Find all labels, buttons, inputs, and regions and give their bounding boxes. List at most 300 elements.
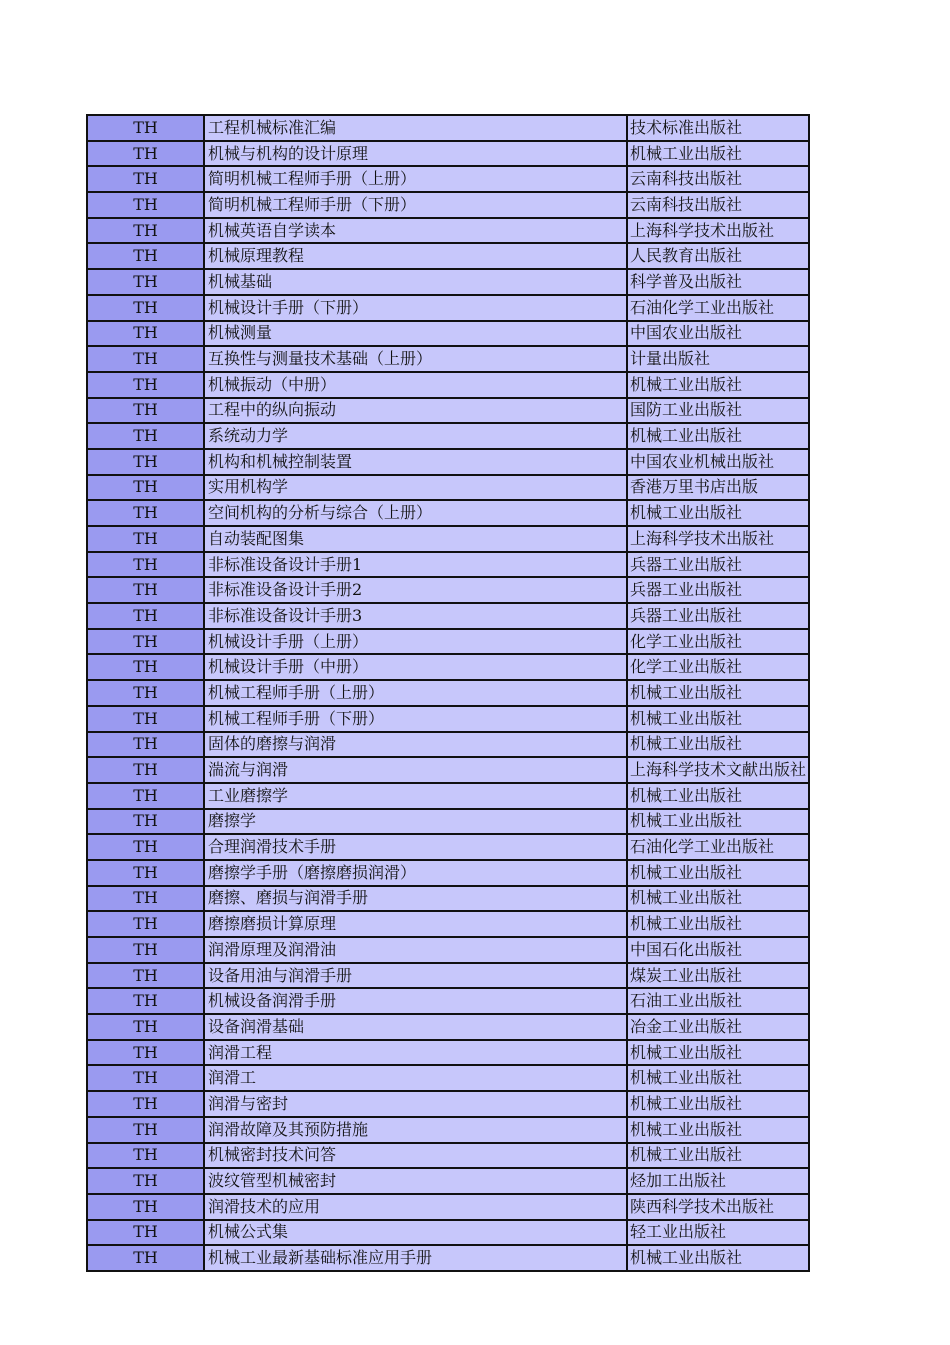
title-cell-text: 机械密封技术问答 — [208, 1145, 337, 1165]
code-cell-text: TH — [133, 1093, 158, 1113]
code-cell-text: TH — [133, 734, 158, 754]
title-cell-text: 空间机构的分析与综合（上册） — [208, 503, 433, 523]
code-cell[interactable] — [87, 809, 204, 835]
title-cell-text: 机械设计手册（上册） — [208, 631, 369, 651]
title-cell-text: 机械振动（中册） — [208, 374, 337, 394]
code-cell[interactable] — [87, 1245, 204, 1271]
title-cell-text: 设备润滑基础 — [208, 1016, 305, 1036]
title-cell-text: 简明机械工程师手册（下册） — [208, 194, 417, 214]
code-cell-text: TH — [133, 939, 158, 959]
code-cell-text: TH — [133, 657, 158, 677]
code-cell-text: TH — [133, 1068, 158, 1088]
publisher-cell-text: 上海科学技术文献出版社 — [630, 760, 807, 780]
code-cell-text: TH — [133, 1171, 158, 1191]
table-row — [87, 398, 809, 424]
code-cell-text: TH — [133, 117, 158, 137]
title-cell-text: 工业磨擦学 — [208, 785, 289, 805]
code-cell-text: TH — [133, 785, 158, 805]
publisher-cell-text: 香港万里书店出版 — [630, 477, 759, 497]
code-cell-text: TH — [133, 708, 158, 728]
table-row — [87, 757, 809, 783]
table-row — [87, 269, 809, 295]
table-row — [87, 243, 809, 269]
code-cell-text: TH — [133, 580, 158, 600]
title-cell-text: 湍流与润滑 — [208, 760, 289, 780]
table-row — [87, 295, 809, 321]
publisher-cell-text: 云南科技出版社 — [630, 169, 743, 189]
code-cell[interactable] — [87, 988, 204, 1014]
publisher-cell[interactable] — [627, 680, 809, 706]
title-cell[interactable] — [204, 988, 627, 1014]
title-cell-text: 工程中的纵向振动 — [208, 400, 337, 420]
title-cell[interactable] — [204, 449, 627, 475]
title-cell-text: 机构和机械控制装置 — [208, 451, 353, 471]
publisher-cell-text: 科学普及出版社 — [630, 271, 743, 291]
title-cell-text: 工程机械标准汇编 — [208, 117, 337, 137]
table-row — [87, 963, 809, 989]
code-cell-text: TH — [133, 1248, 158, 1268]
code-cell[interactable] — [87, 475, 204, 501]
code-cell-text: TH — [133, 1119, 158, 1139]
code-cell[interactable] — [87, 1014, 204, 1040]
code-cell[interactable] — [87, 834, 204, 860]
code-cell-text: TH — [133, 991, 158, 1011]
code-cell-text: TH — [133, 1016, 158, 1036]
publisher-cell[interactable] — [627, 988, 809, 1014]
code-cell-text: TH — [133, 811, 158, 831]
code-cell-text: TH — [133, 605, 158, 625]
code-cell[interactable] — [87, 783, 204, 809]
code-cell-text: TH — [133, 554, 158, 574]
title-cell-text: 机械公式集 — [208, 1222, 289, 1242]
title-cell-text: 机械设计手册（中册） — [208, 657, 369, 677]
table-row — [87, 860, 809, 886]
book-table-body — [87, 115, 809, 1271]
publisher-cell[interactable] — [627, 398, 809, 424]
code-cell[interactable] — [87, 886, 204, 912]
table-row — [87, 937, 809, 963]
publisher-cell[interactable] — [627, 1117, 809, 1143]
table-row — [87, 1065, 809, 1091]
publisher-cell[interactable] — [627, 423, 809, 449]
title-cell[interactable] — [204, 295, 627, 321]
publisher-cell[interactable] — [627, 372, 809, 398]
title-cell[interactable] — [204, 757, 627, 783]
title-cell[interactable] — [204, 115, 627, 141]
book-table — [86, 114, 810, 1272]
title-cell[interactable] — [204, 1245, 627, 1271]
code-cell[interactable] — [87, 732, 204, 758]
title-cell[interactable] — [204, 218, 627, 244]
table-row — [87, 603, 809, 629]
publisher-cell[interactable] — [627, 475, 809, 501]
publisher-cell-text: 机械工业出版社 — [630, 1093, 743, 1113]
publisher-cell-text: 中国农业出版社 — [630, 323, 743, 343]
publisher-cell-text: 机械工业出版社 — [630, 914, 743, 934]
title-cell-text: 机械工业最新基础标准应用手册 — [208, 1248, 433, 1268]
title-cell[interactable] — [204, 911, 627, 937]
code-cell-text: TH — [133, 760, 158, 780]
publisher-cell[interactable] — [627, 1245, 809, 1271]
title-cell-text: 合理润滑技术手册 — [208, 837, 337, 857]
code-cell[interactable] — [87, 115, 204, 141]
code-cell-text: TH — [133, 220, 158, 240]
title-cell[interactable] — [204, 1091, 627, 1117]
table-row — [87, 526, 809, 552]
table-row — [87, 577, 809, 603]
title-cell-text: 磨擦磨损计算原理 — [208, 914, 337, 934]
table-row — [87, 809, 809, 835]
publisher-cell-text: 冶金工业出版社 — [630, 1016, 743, 1036]
publisher-cell-text: 兵器工业出版社 — [630, 605, 743, 625]
table-row — [87, 1245, 809, 1271]
table-row — [87, 1194, 809, 1220]
code-cell-text: TH — [133, 914, 158, 934]
code-cell[interactable] — [87, 346, 204, 372]
code-cell-text: TH — [133, 631, 158, 651]
title-cell-text: 机械英语自学读本 — [208, 220, 337, 240]
code-cell[interactable] — [87, 603, 204, 629]
title-cell-text: 润滑故障及其预防措施 — [208, 1119, 369, 1139]
table-row — [87, 1143, 809, 1169]
code-cell[interactable] — [87, 141, 204, 167]
title-cell-text: 润滑工 — [208, 1068, 257, 1088]
code-cell[interactable] — [87, 963, 204, 989]
publisher-cell-text: 人民教育出版社 — [630, 246, 743, 266]
publisher-cell-text: 石油工业出版社 — [630, 991, 743, 1011]
publisher-cell-text: 机械工业出版社 — [630, 682, 743, 702]
publisher-cell[interactable] — [627, 218, 809, 244]
title-cell-text: 非标准设备设计手册1 — [208, 554, 363, 574]
publisher-cell[interactable] — [627, 449, 809, 475]
title-cell[interactable] — [204, 475, 627, 501]
code-cell[interactable] — [87, 1091, 204, 1117]
title-cell[interactable] — [204, 1040, 627, 1066]
title-cell[interactable] — [204, 243, 627, 269]
title-cell-text: 润滑技术的应用 — [208, 1196, 321, 1216]
title-cell[interactable] — [204, 1117, 627, 1143]
title-cell[interactable] — [204, 783, 627, 809]
publisher-cell-text: 陕西科学技术出版社 — [630, 1196, 775, 1216]
title-cell[interactable] — [204, 1168, 627, 1194]
publisher-cell[interactable] — [627, 141, 809, 167]
publisher-cell[interactable] — [627, 963, 809, 989]
title-cell-text: 磨擦学手册（磨擦磨损润滑） — [208, 862, 417, 882]
title-cell[interactable] — [204, 860, 627, 886]
publisher-cell[interactable] — [627, 706, 809, 732]
table-row — [87, 346, 809, 372]
code-cell-text: TH — [133, 503, 158, 523]
title-cell[interactable] — [204, 166, 627, 192]
title-cell[interactable] — [204, 526, 627, 552]
title-cell[interactable] — [204, 269, 627, 295]
code-cell[interactable] — [87, 500, 204, 526]
code-cell[interactable] — [87, 526, 204, 552]
code-cell[interactable] — [87, 706, 204, 732]
publisher-cell-text: 上海科学技术出版社 — [630, 528, 775, 548]
publisher-cell-text: 机械工业出版社 — [630, 888, 743, 908]
publisher-cell-text: 化学工业出版社 — [630, 631, 743, 651]
title-cell[interactable] — [204, 886, 627, 912]
code-cell-text: TH — [133, 297, 158, 317]
table-row — [87, 629, 809, 655]
title-cell[interactable] — [204, 1194, 627, 1220]
publisher-cell[interactable] — [627, 1040, 809, 1066]
table-row — [87, 552, 809, 578]
title-cell-text: 润滑原理及润滑油 — [208, 939, 337, 959]
publisher-cell[interactable] — [627, 295, 809, 321]
code-cell-text: TH — [133, 400, 158, 420]
title-cell[interactable] — [204, 834, 627, 860]
publisher-cell[interactable] — [627, 243, 809, 269]
code-cell-text: TH — [133, 349, 158, 369]
title-cell[interactable] — [204, 321, 627, 347]
publisher-cell[interactable] — [627, 757, 809, 783]
title-cell-text: 实用机构学 — [208, 477, 289, 497]
publisher-cell[interactable] — [627, 577, 809, 603]
title-cell[interactable] — [204, 1143, 627, 1169]
publisher-cell[interactable] — [627, 732, 809, 758]
code-cell-text: TH — [133, 323, 158, 343]
code-cell[interactable] — [87, 860, 204, 886]
table-row — [87, 321, 809, 347]
code-cell[interactable] — [87, 937, 204, 963]
title-cell[interactable] — [204, 732, 627, 758]
code-cell-text: TH — [133, 374, 158, 394]
code-cell-text: TH — [133, 1042, 158, 1062]
title-cell-text: 简明机械工程师手册（上册） — [208, 169, 417, 189]
title-cell[interactable] — [204, 577, 627, 603]
table-row — [87, 1014, 809, 1040]
publisher-cell[interactable] — [627, 783, 809, 809]
publisher-cell-text: 机械工业出版社 — [630, 1068, 743, 1088]
table-row — [87, 115, 809, 141]
title-cell-text: 磨擦、磨损与润滑手册 — [208, 888, 369, 908]
code-cell[interactable] — [87, 1065, 204, 1091]
publisher-cell-text: 机械工业出版社 — [630, 1248, 743, 1268]
publisher-cell[interactable] — [627, 911, 809, 937]
title-cell[interactable] — [204, 809, 627, 835]
table-row — [87, 500, 809, 526]
publisher-cell-text: 机械工业出版社 — [630, 503, 743, 523]
title-cell[interactable] — [204, 654, 627, 680]
publisher-cell-text: 烃加工出版社 — [630, 1171, 727, 1191]
code-cell[interactable] — [87, 269, 204, 295]
code-cell[interactable] — [87, 629, 204, 655]
publisher-cell[interactable] — [627, 1065, 809, 1091]
publisher-cell[interactable] — [627, 526, 809, 552]
table-row — [87, 1168, 809, 1194]
publisher-cell[interactable] — [627, 192, 809, 218]
code-cell[interactable] — [87, 552, 204, 578]
code-cell[interactable] — [87, 449, 204, 475]
table-row — [87, 911, 809, 937]
table-row — [87, 141, 809, 167]
publisher-cell-text: 石油化学工业出版社 — [630, 297, 775, 317]
code-cell[interactable] — [87, 398, 204, 424]
publisher-cell-text: 云南科技出版社 — [630, 194, 743, 214]
publisher-cell-text: 机械工业出版社 — [630, 1119, 743, 1139]
code-cell[interactable] — [87, 1220, 204, 1246]
publisher-cell[interactable] — [627, 1014, 809, 1040]
code-cell[interactable] — [87, 1143, 204, 1169]
publisher-cell[interactable] — [627, 629, 809, 655]
publisher-cell-text: 机械工业出版社 — [630, 374, 743, 394]
code-cell-text: TH — [133, 862, 158, 882]
title-cell-text: 机械基础 — [208, 271, 273, 291]
code-cell[interactable] — [87, 1117, 204, 1143]
publisher-cell[interactable] — [627, 500, 809, 526]
code-cell-text: TH — [133, 1196, 158, 1216]
title-cell[interactable] — [204, 603, 627, 629]
code-cell[interactable] — [87, 166, 204, 192]
code-cell[interactable] — [87, 295, 204, 321]
title-cell-text: 机械与机构的设计原理 — [208, 143, 369, 163]
table-row — [87, 654, 809, 680]
code-cell[interactable] — [87, 423, 204, 449]
title-cell[interactable] — [204, 629, 627, 655]
publisher-cell[interactable] — [627, 654, 809, 680]
title-cell[interactable] — [204, 192, 627, 218]
title-cell-text: 机械设计手册（下册） — [208, 297, 369, 317]
code-cell-text: TH — [133, 169, 158, 189]
table-row — [87, 192, 809, 218]
table-row — [87, 988, 809, 1014]
publisher-cell[interactable] — [627, 1143, 809, 1169]
title-cell-text: 机械测量 — [208, 323, 273, 343]
code-cell-text: TH — [133, 965, 158, 985]
code-cell[interactable] — [87, 1168, 204, 1194]
publisher-cell-text: 技术标准出版社 — [630, 117, 743, 137]
title-cell[interactable] — [204, 706, 627, 732]
publisher-cell[interactable] — [627, 1194, 809, 1220]
publisher-cell[interactable] — [627, 860, 809, 886]
title-cell-text: 润滑与密封 — [208, 1093, 289, 1113]
code-cell-text: TH — [133, 477, 158, 497]
table-row — [87, 886, 809, 912]
code-cell-text: TH — [133, 1222, 158, 1242]
table-row — [87, 1220, 809, 1246]
code-cell[interactable] — [87, 192, 204, 218]
publisher-cell[interactable] — [627, 346, 809, 372]
publisher-cell[interactable] — [627, 115, 809, 141]
publisher-cell[interactable] — [627, 834, 809, 860]
title-cell-text: 波纹管型机械密封 — [208, 1171, 337, 1191]
publisher-cell-text: 兵器工业出版社 — [630, 554, 743, 574]
publisher-cell[interactable] — [627, 937, 809, 963]
table-row — [87, 1117, 809, 1143]
publisher-cell[interactable] — [627, 552, 809, 578]
title-cell[interactable] — [204, 1065, 627, 1091]
table-row — [87, 372, 809, 398]
title-cell[interactable] — [204, 372, 627, 398]
code-cell-text: TH — [133, 1145, 158, 1165]
publisher-cell-text: 机械工业出版社 — [630, 426, 743, 446]
table-row — [87, 423, 809, 449]
code-cell-text: TH — [133, 426, 158, 446]
code-cell-text: TH — [133, 528, 158, 548]
code-cell-text: TH — [133, 271, 158, 291]
title-cell-text: 非标准设备设计手册2 — [208, 580, 363, 600]
table-row — [87, 449, 809, 475]
publisher-cell[interactable] — [627, 603, 809, 629]
title-cell[interactable] — [204, 680, 627, 706]
table-row — [87, 1040, 809, 1066]
title-cell-text: 机械工程师手册（上册） — [208, 682, 385, 702]
title-cell-text: 机械原理教程 — [208, 246, 305, 266]
code-cell[interactable] — [87, 577, 204, 603]
publisher-cell-text: 化学工业出版社 — [630, 657, 743, 677]
publisher-cell[interactable] — [627, 1220, 809, 1246]
publisher-cell-text: 国防工业出版社 — [630, 400, 743, 420]
publisher-cell-text: 煤炭工业出版社 — [630, 965, 743, 985]
title-cell-text: 设备用油与润滑手册 — [208, 965, 353, 985]
code-cell[interactable] — [87, 218, 204, 244]
title-cell[interactable] — [204, 1220, 627, 1246]
code-cell-text: TH — [133, 143, 158, 163]
publisher-cell[interactable] — [627, 1091, 809, 1117]
publisher-cell[interactable] — [627, 166, 809, 192]
code-cell[interactable] — [87, 757, 204, 783]
title-cell-text: 磨擦学 — [208, 811, 257, 831]
code-cell[interactable] — [87, 321, 204, 347]
table-row — [87, 706, 809, 732]
code-cell[interactable] — [87, 654, 204, 680]
publisher-cell[interactable] — [627, 886, 809, 912]
title-cell-text: 润滑工程 — [208, 1042, 273, 1062]
publisher-cell-text: 轻工业出版社 — [630, 1222, 727, 1242]
publisher-cell[interactable] — [627, 809, 809, 835]
title-cell-text: 自动装配图集 — [208, 528, 305, 548]
publisher-cell-text: 机械工业出版社 — [630, 1042, 743, 1062]
title-cell[interactable] — [204, 398, 627, 424]
title-cell[interactable] — [204, 500, 627, 526]
code-cell-text: TH — [133, 888, 158, 908]
title-cell[interactable] — [204, 346, 627, 372]
title-cell[interactable] — [204, 1014, 627, 1040]
table-row — [87, 218, 809, 244]
code-cell[interactable] — [87, 1194, 204, 1220]
title-cell[interactable] — [204, 963, 627, 989]
table-row — [87, 783, 809, 809]
publisher-cell-text: 计量出版社 — [630, 349, 711, 369]
title-cell[interactable] — [204, 423, 627, 449]
title-cell-text: 互换性与测量技术基础（上册） — [208, 349, 433, 369]
code-cell[interactable] — [87, 243, 204, 269]
table-row — [87, 1091, 809, 1117]
publisher-cell-text: 兵器工业出版社 — [630, 580, 743, 600]
publisher-cell[interactable] — [627, 321, 809, 347]
code-cell-text: TH — [133, 451, 158, 471]
publisher-cell[interactable] — [627, 269, 809, 295]
code-cell-text: TH — [133, 837, 158, 857]
publisher-cell-text: 机械工业出版社 — [630, 708, 743, 728]
table-row — [87, 680, 809, 706]
code-cell[interactable] — [87, 680, 204, 706]
publisher-cell-text: 机械工业出版社 — [630, 143, 743, 163]
code-cell[interactable] — [87, 372, 204, 398]
publisher-cell-text: 机械工业出版社 — [630, 811, 743, 831]
title-cell[interactable] — [204, 937, 627, 963]
code-cell-text: TH — [133, 682, 158, 702]
publisher-cell[interactable] — [627, 1168, 809, 1194]
title-cell[interactable] — [204, 141, 627, 167]
code-cell[interactable] — [87, 1040, 204, 1066]
title-cell[interactable] — [204, 552, 627, 578]
publisher-cell-text: 石油化学工业出版社 — [630, 837, 775, 857]
table-row — [87, 475, 809, 501]
code-cell[interactable] — [87, 911, 204, 937]
